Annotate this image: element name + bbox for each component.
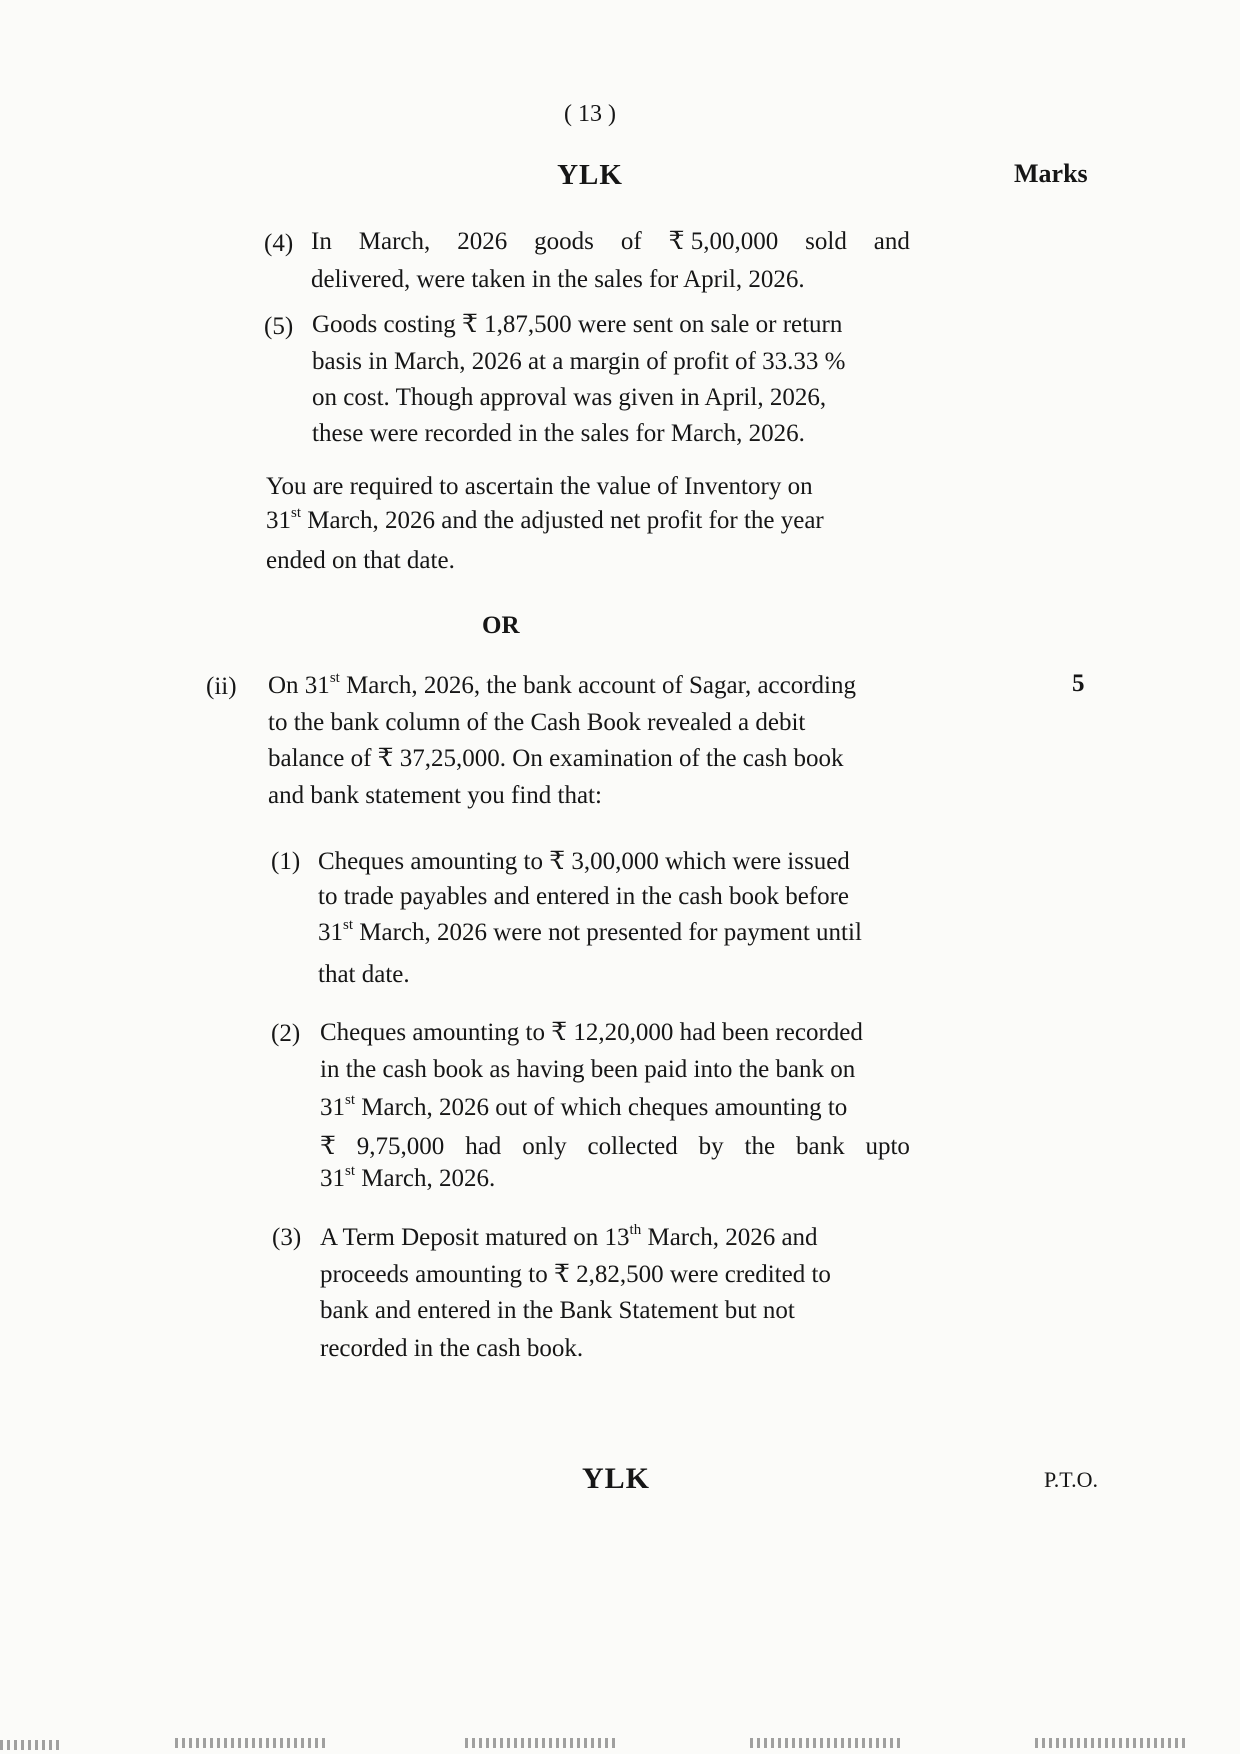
scan-artifact xyxy=(465,1738,615,1748)
ii-item-3-number: (3) xyxy=(272,1224,302,1251)
ii-item-2-line-5: 31st March, 2026. xyxy=(320,1163,496,1192)
requirement-line-3: ended on that date. xyxy=(266,547,455,574)
item-5-number: (5) xyxy=(264,313,294,340)
question-ii-marks: 5 xyxy=(1072,670,1085,697)
intro-line-4: and bank statement you find that: xyxy=(268,782,602,809)
paper-code-top: YLK xyxy=(557,159,623,191)
item-5-line-2: basis in March, 2026 at a margin of profit of 33.33 % xyxy=(312,348,846,375)
ii-item-3-line-3: bank and entered in the Bank Statement but not xyxy=(320,1297,795,1324)
ii-item-1-line-3: 31st March, 2026 were not presented for payment until xyxy=(318,917,862,946)
ii-item-2-line-2: in the cash book as having been paid into the bank on xyxy=(320,1056,856,1083)
scan-artifact xyxy=(750,1738,900,1748)
ii-item-2-number: (2) xyxy=(271,1020,301,1047)
intro-line-3: balance of ₹ 37,25,000. On examination of the cash book xyxy=(268,745,844,772)
intro-line-1: On 31st March, 2026, the bank account of Sagar, according xyxy=(268,670,857,699)
page-number: ( 13 ) xyxy=(564,101,616,127)
intro-line-2: to the bank column of the Cash Book revealed a debit xyxy=(268,709,806,736)
ii-item-1-number: (1) xyxy=(271,848,301,875)
ii-item-2-line-4: ₹ 9,75,000 had only collected by the bank upto xyxy=(320,1133,910,1160)
or-separator: OR xyxy=(482,612,520,639)
requirement-line-1: You are required to ascertain the value of Inventory on xyxy=(266,473,813,500)
ii-item-1-line-4: that date. xyxy=(318,961,410,988)
item-4-line-2: delivered, were taken in the sales for April, 2026. xyxy=(311,266,805,293)
requirement-line-2: 31st March, 2026 and the adjusted net profit for the year xyxy=(266,505,824,534)
scan-artifact xyxy=(175,1738,325,1748)
ii-item-3-line-2: proceeds amounting to ₹ 2,82,500 were credited to xyxy=(320,1261,831,1288)
paper-code-bottom: YLK xyxy=(581,1462,650,1495)
ii-item-3-line-4: recorded in the cash book. xyxy=(320,1335,584,1362)
item-5-line-1: Goods costing ₹ 1,87,500 were sent on sale or return xyxy=(312,311,843,338)
please-turn-over: P.T.O. xyxy=(1044,1467,1098,1492)
item-5-line-4: these were recorded in the sales for March, 2026. xyxy=(312,420,805,447)
ii-item-1-line-1: Cheques amounting to ₹ 3,00,000 which were issued xyxy=(318,848,850,875)
scan-artifact xyxy=(1035,1738,1185,1748)
marks-column-heading: Marks xyxy=(1014,159,1088,188)
item-4-number: (4) xyxy=(264,230,294,257)
scan-artifact xyxy=(0,1740,60,1750)
ii-item-2-line-1: Cheques amounting to ₹ 12,20,000 had been recorded xyxy=(320,1019,863,1046)
ii-item-1-line-2: to trade payables and entered in the cash book before xyxy=(318,883,850,910)
item-4-line-1: In March, 2026 goods of ₹ 5,00,000 sold and xyxy=(311,228,910,255)
question-ii-number: (ii) xyxy=(206,673,237,700)
ii-item-2-line-3: 31st March, 2026 out of which cheques amounting to xyxy=(320,1092,848,1121)
ii-item-3-line-1: A Term Deposit matured on 13th March, 2026 and xyxy=(320,1222,818,1251)
item-5-line-3: on cost. Though approval was given in April, 2026, xyxy=(312,384,827,411)
